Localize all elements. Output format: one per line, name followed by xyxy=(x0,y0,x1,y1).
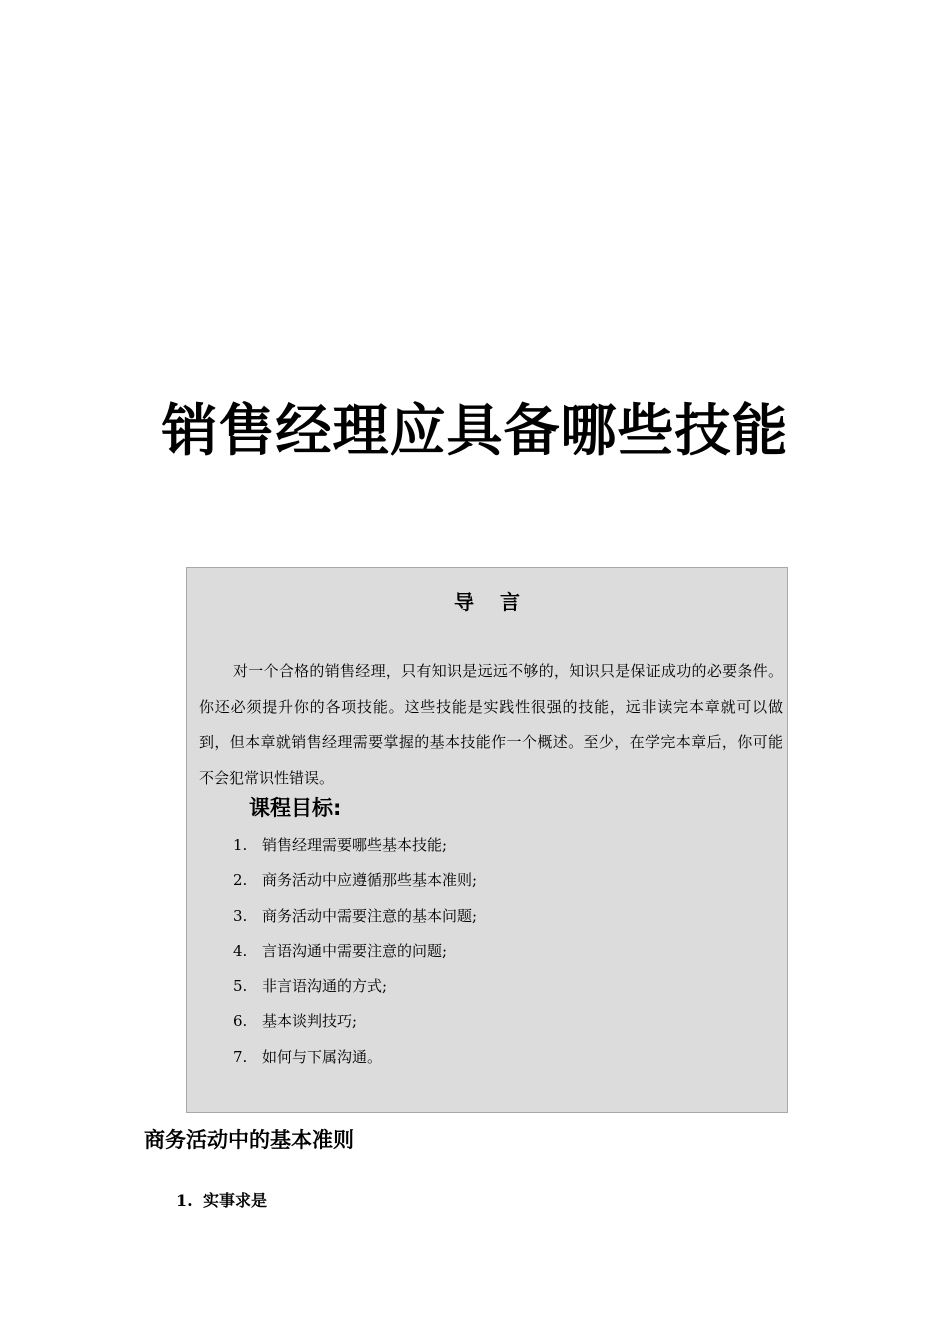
intro-paragraph: 对一个合格的销售经理，只有知识是远远不够的，知识只是保证成功的必要条件。你还必须提升你的各项技能。这些技能是实践性很强的技能，远非读完本章就可以做到，但本章就销售经理需要掌握的基本技能作一个概述。至少，在学完本章后，你可能不会犯常识性错误。 xyxy=(199,662,783,787)
goal-text: 言语沟通中需要注意的问题; xyxy=(262,941,448,960)
goal-number: 2. xyxy=(233,871,248,890)
goal-text: 销售经理需要哪些基本技能; xyxy=(262,836,448,854)
goal-number: 3. xyxy=(233,906,248,925)
goal-text: 商务活动中需要注意的基本问题; xyxy=(262,906,478,925)
goals-list xyxy=(233,830,477,1077)
goal-text: 非言语沟通的方式; xyxy=(262,977,388,996)
goals-heading: 课程目标: xyxy=(249,796,342,820)
goal-number: 4. xyxy=(233,941,248,960)
goal-text: 商务活动中应遵循那些基本准则; xyxy=(262,871,478,890)
subsection-text: 实事求是 xyxy=(203,1191,268,1210)
goal-item xyxy=(233,865,477,900)
goal-item xyxy=(233,971,477,1006)
goal-item xyxy=(233,1006,477,1041)
goal-number: 1. xyxy=(233,836,248,854)
goal-text: 基本谈判技巧; xyxy=(262,1012,358,1031)
section-heading: 商务活动中的基本准则 xyxy=(144,1127,354,1152)
goal-item xyxy=(233,901,477,936)
goal-number: 6. xyxy=(233,1012,248,1031)
goal-text: 如何与下属沟通。 xyxy=(262,1047,383,1066)
goal-number: 5. xyxy=(233,977,248,996)
goal-item xyxy=(233,1042,477,1077)
intro-box xyxy=(186,567,788,1113)
intro-heading: 导言 xyxy=(454,590,546,614)
goal-number: 7. xyxy=(233,1047,248,1066)
goal-item xyxy=(233,830,477,865)
subsection-heading xyxy=(176,1188,267,1211)
subsection-number: 1. xyxy=(176,1191,193,1210)
goal-item xyxy=(233,936,477,971)
document-title: 销售经理应具备哪些技能 xyxy=(161,399,789,464)
